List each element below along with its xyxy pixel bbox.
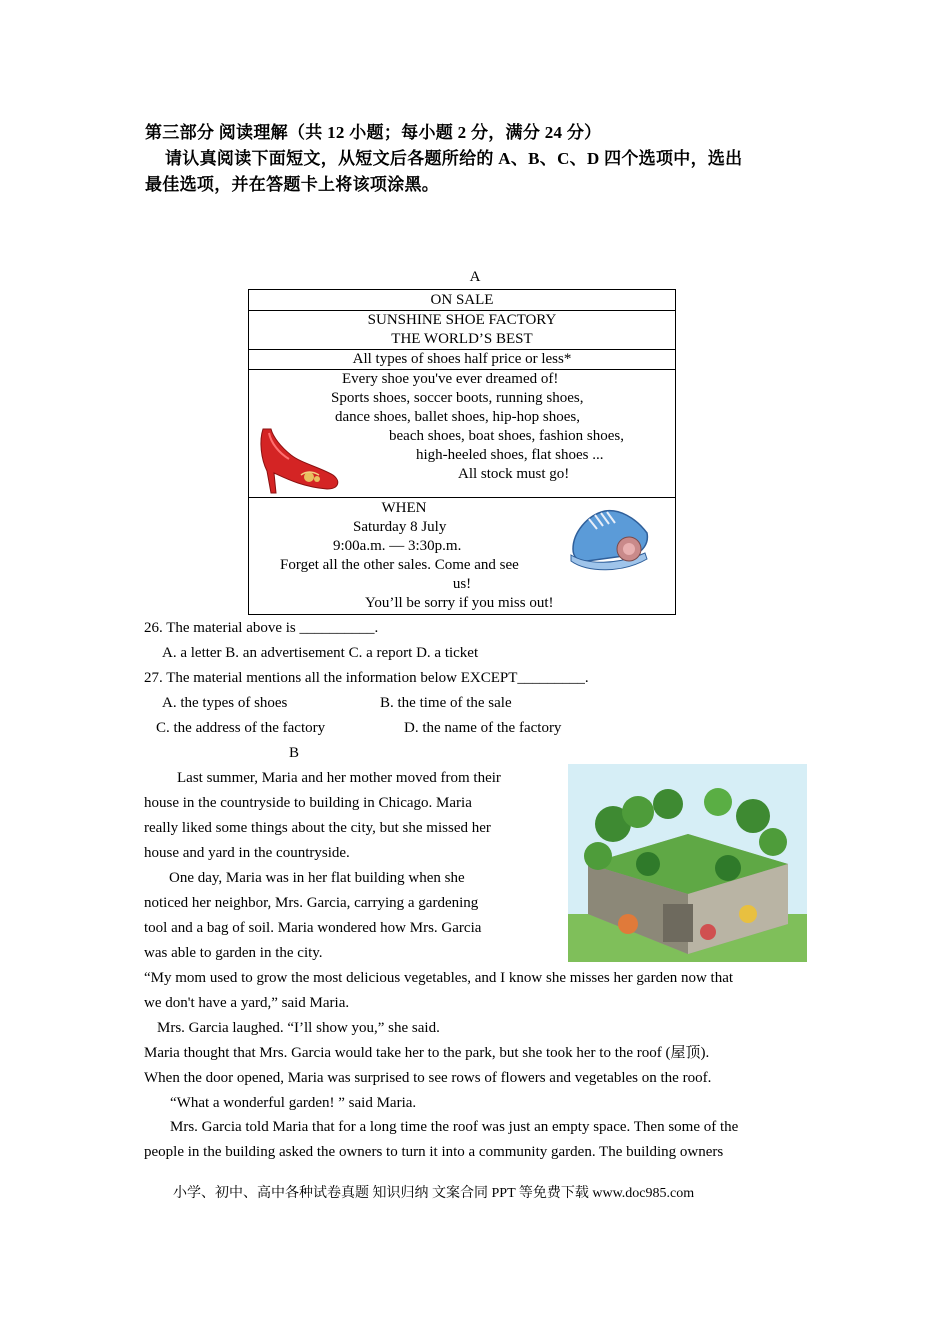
passage-b-paragraph-2 xyxy=(144,866,555,966)
ad-when-label: WHEN xyxy=(381,500,427,516)
text-line: house in the countryside to building in Chicago. Maria xyxy=(144,795,472,811)
passage-b-paragraph-3-line-1: “My mom used to grow the most delicious vegetables, and I know she misses her garden now that xyxy=(144,970,734,986)
question-27-option-c: C. the address of the factory xyxy=(156,720,326,736)
ad-date: Saturday 8 July xyxy=(353,519,447,535)
question-27-option-b: B. the time of the sale xyxy=(380,695,512,711)
ad-forget-line: Forget all the other sales. Come and see xyxy=(280,557,519,573)
text-line: house and yard in the countryside. xyxy=(144,845,350,861)
passage-b-paragraph-7-line-2: people in the building asked the owners to turn it into a community garden. The building owners xyxy=(144,1144,724,1160)
text-line: noticed her neighbor, Mrs. Garcia, carrying a gardening xyxy=(144,895,479,911)
passage-b-paragraph-7-line-1: Mrs. Garcia told Maria that for a long time the roof was just an empty space. Then some of the xyxy=(170,1119,739,1135)
ad-row-when xyxy=(249,498,675,614)
passage-b-paragraph-5-line-1: Maria thought that Mrs. Garcia would take her to the park, but she took her to the roof (屋顶). xyxy=(144,1045,710,1061)
ad-row-price xyxy=(249,349,675,370)
ad-sorry-line: You’ll be sorry if you miss out! xyxy=(365,595,554,611)
passage-b-paragraph-4: Mrs. Garcia laughed. “I’ll show you,” she said. xyxy=(157,1020,440,1036)
passage-b-paragraph-3-line-2: we don't have a yard,” said Maria. xyxy=(144,995,350,1011)
question-26-options: A. a letter B. an advertisement C. a report D. a ticket xyxy=(162,645,479,661)
ad-price: All types of shoes half price or less* xyxy=(352,351,572,367)
ad-on-sale: ON SALE xyxy=(430,292,494,308)
rooftop-garden-image xyxy=(568,764,807,962)
ad-row-on-sale xyxy=(249,290,675,311)
ad-list-line: All stock must go! xyxy=(458,466,570,482)
instruction-line-2: 最佳选项，并在答题卡上将该项涂黑。 xyxy=(145,175,440,194)
passage-a-label: A xyxy=(469,269,481,285)
text-line: really liked some things about the city, but she missed her xyxy=(144,820,491,836)
text-line: tool and a bag of soil. Maria wondered how Mrs. Garcia xyxy=(144,920,482,936)
ad-list-line: beach shoes, boat shoes, fashion shoes, xyxy=(389,428,624,444)
passage-b-paragraph-1 xyxy=(144,766,555,866)
passage-b-label: B xyxy=(289,745,300,761)
question-27-option-a: A. the types of shoes xyxy=(162,695,288,711)
question-27-option-d: D. the name of the factory xyxy=(404,720,562,736)
ad-row-factory xyxy=(249,310,675,350)
question-27-stem: 27. The material mentions all the information below EXCEPT_________. xyxy=(144,670,589,686)
ad-list-line: high-heeled shoes, flat shoes ... xyxy=(416,447,604,463)
ad-list-line: Every shoe you've ever dreamed of! xyxy=(342,371,559,387)
passage-b-paragraph-5-line-2: When the door opened, Maria was surprised to see rows of flowers and vegetables on the roof. xyxy=(144,1070,712,1086)
ad-factory-name: SUNSHINE SHOE FACTORY xyxy=(367,312,557,328)
page-footer: 小学、初中、高中各种试卷真题 知识归纳 文案合同 PPT 等免费下载 www.doc985.com xyxy=(173,1186,695,1201)
red-high-heel-shoe-image xyxy=(257,423,343,495)
ad-time: 9:00a.m. — 3:30p.m. xyxy=(333,538,462,554)
text-line: One day, Maria was in her flat building when she xyxy=(169,870,465,886)
ad-row-shoe-list xyxy=(249,369,675,498)
ad-forget-line-2: us! xyxy=(452,576,472,592)
instruction-line-1: 请认真阅读下面短文，从短文后各题所给的 A、B、C、D 四个选项中，选出 xyxy=(165,149,743,168)
ad-list-line: dance shoes, ballet shoes, hip-hop shoes, xyxy=(335,409,580,425)
blue-sneaker-image xyxy=(567,499,651,575)
ad-list-line: Sports shoes, soccer boots, running shoes, xyxy=(331,390,584,406)
shoe-sale-ad xyxy=(248,289,676,615)
text-line: was able to garden in the city. xyxy=(144,945,323,961)
passage-b-paragraph-6: “What a wonderful garden! ” said Maria. xyxy=(170,1095,417,1111)
ad-slogan: THE WORLD’S BEST xyxy=(391,331,533,347)
text-line: Last summer, Maria and her mother moved from their xyxy=(177,770,501,786)
section-title: 第三部分 阅读理解（共 12 小题；每小题 2 分，满分 24 分） xyxy=(145,123,602,142)
question-26-stem: 26. The material above is __________. xyxy=(144,620,379,636)
